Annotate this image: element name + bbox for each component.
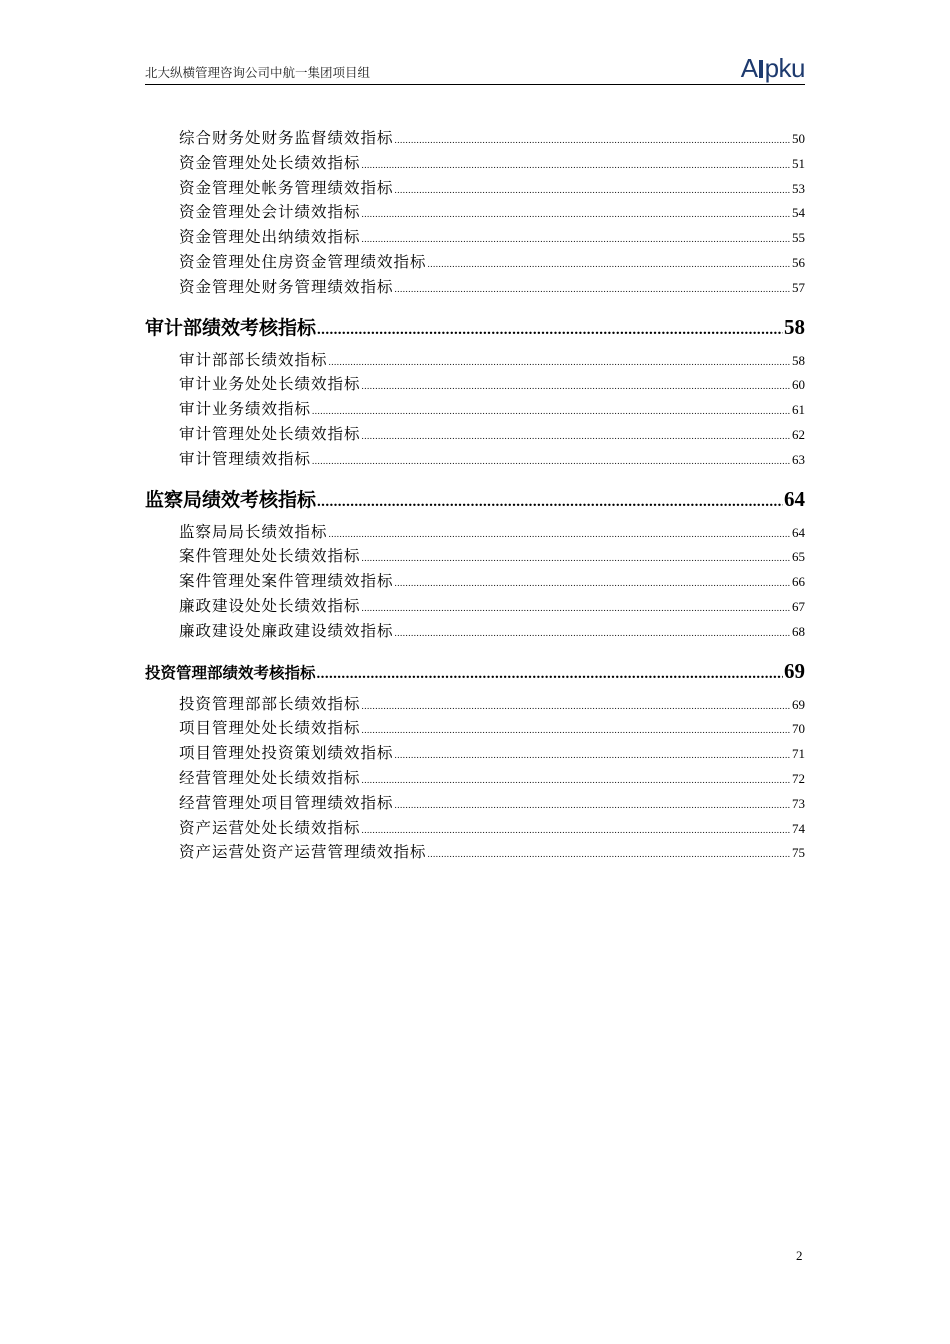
toc-entry-label: 综合财务处财务监督绩效指标 <box>179 129 394 147</box>
toc-entry-label: 案件管理处案件管理绩效指标 <box>179 572 394 591</box>
toc-entry[interactable] <box>145 840 805 865</box>
toc-entry-page: 56 <box>792 254 805 270</box>
dot-leader <box>362 544 791 571</box>
dot-leader <box>428 250 791 277</box>
toc-section-title: 审计部绩效考核指标 <box>145 316 317 339</box>
toc-entry-page: 67 <box>792 598 805 614</box>
toc-entry-page: 61 <box>792 402 805 418</box>
toc-entry-label: 廉政建设处处长绩效指标 <box>179 596 361 615</box>
toc-entry-page: 69 <box>792 696 805 712</box>
toc-entry-label: 资金管理处处长绩效指标 <box>179 153 361 172</box>
table-of-contents <box>145 126 805 865</box>
toc-entry-page: 74 <box>792 820 805 836</box>
toc-entry-page: 58 <box>792 352 805 368</box>
toc-entry-label: 审计业务处处长绩效指标 <box>179 375 361 394</box>
toc-entry-page: 75 <box>792 845 805 861</box>
toc-entry[interactable] <box>145 348 805 373</box>
toc-entry-label: 监察局局长绩效指标 <box>179 522 328 541</box>
logo-text-left: A <box>740 53 758 83</box>
dot-leader <box>395 619 791 646</box>
logo-text-right: pku <box>764 53 805 83</box>
dot-leader <box>395 275 791 302</box>
logo-bar <box>759 60 763 78</box>
toc-entry[interactable] <box>145 619 805 644</box>
toc-entry-page: 73 <box>792 795 805 811</box>
dot-leader <box>395 741 791 768</box>
toc-entry-page: 64 <box>792 524 805 540</box>
toc-entry-label: 审计管理绩效指标 <box>179 449 312 468</box>
toc-entry-page: 71 <box>792 746 805 762</box>
toc-entry[interactable] <box>145 126 805 151</box>
dot-leader <box>362 225 791 252</box>
dot-leader <box>362 816 791 843</box>
toc-entry[interactable] <box>145 176 805 201</box>
toc-entry[interactable] <box>145 250 805 275</box>
toc-entry-label: 审计部部长绩效指标 <box>179 350 328 369</box>
page-header <box>145 52 805 85</box>
company-logo <box>741 55 805 81</box>
dot-leader <box>362 151 791 178</box>
toc-entry-page: 65 <box>792 549 805 565</box>
dot-leader <box>395 791 791 818</box>
dot-leader <box>317 487 783 515</box>
toc-entry[interactable] <box>145 741 805 766</box>
dot-leader <box>395 569 791 596</box>
toc-entry[interactable] <box>145 569 805 594</box>
toc-entry-page: 60 <box>792 377 805 393</box>
toc-section-heading[interactable] <box>145 486 805 512</box>
dot-leader <box>317 315 783 343</box>
toc-entry[interactable] <box>145 520 805 545</box>
toc-entry-page: 68 <box>792 623 805 639</box>
toc-entry-label: 资金管理处住房资金管理绩效指标 <box>179 252 427 271</box>
toc-entry-page: 53 <box>792 180 805 196</box>
toc-entry-label: 经营管理处处长绩效指标 <box>179 768 361 787</box>
toc-section-page: 64 <box>784 486 805 511</box>
toc-entry-label: 投资管理部部长绩效指标 <box>179 694 361 713</box>
toc-entry-label: 资金管理处财务管理绩效指标 <box>179 277 394 296</box>
toc-entry-page: 50 <box>792 131 805 146</box>
toc-entry-page: 62 <box>792 426 805 442</box>
toc-entry-label: 资产运营处处长绩效指标 <box>179 818 361 837</box>
toc-entry[interactable] <box>145 275 805 300</box>
dot-leader <box>312 447 791 474</box>
toc-entry-label: 审计业务绩效指标 <box>179 400 312 419</box>
page-number: 2 <box>796 1248 803 1263</box>
toc-entry-label: 资金管理处出纳绩效指标 <box>179 228 361 247</box>
toc-section-page: 69 <box>784 658 805 683</box>
toc-entry-label: 项目管理处投资策划绩效指标 <box>179 744 394 763</box>
toc-entry-label: 资金管理处会计绩效指标 <box>179 203 361 222</box>
toc-entry[interactable] <box>145 447 805 472</box>
toc-entry-page: 66 <box>792 574 805 590</box>
toc-entry-label: 项目管理处处长绩效指标 <box>179 719 361 738</box>
toc-entry[interactable] <box>145 692 805 717</box>
dot-leader <box>395 126 791 153</box>
dot-leader <box>362 422 791 449</box>
toc-section-page: 58 <box>784 314 805 339</box>
toc-entry[interactable] <box>145 225 805 250</box>
toc-entry[interactable] <box>145 816 805 841</box>
toc-entry-label: 廉政建设处廉政建设绩效指标 <box>179 621 394 640</box>
toc-entry[interactable] <box>145 594 805 619</box>
toc-entry[interactable] <box>145 151 805 176</box>
toc-section-heading[interactable] <box>145 314 805 340</box>
toc-section-title: 投资管理部绩效考核指标 <box>145 663 316 682</box>
dot-leader <box>329 348 791 375</box>
dot-leader <box>317 660 783 687</box>
toc-entry-page: 70 <box>792 721 805 737</box>
toc-entry[interactable] <box>145 544 805 569</box>
dot-leader <box>395 176 791 203</box>
toc-entry[interactable] <box>145 791 805 816</box>
toc-section-title: 监察局绩效考核指标 <box>145 488 317 511</box>
toc-section-heading[interactable] <box>145 658 805 684</box>
toc-entry[interactable] <box>145 766 805 791</box>
header-title: 北大纵横管理咨询公司中航一集团项目组 <box>145 65 371 80</box>
toc-entry[interactable] <box>145 716 805 741</box>
dot-leader <box>362 716 791 743</box>
toc-entry-page: 54 <box>792 205 805 221</box>
toc-entry-page: 63 <box>792 451 805 467</box>
toc-entry-label: 资金管理处帐务管理绩效指标 <box>179 178 394 197</box>
dot-leader <box>329 520 791 547</box>
dot-leader <box>362 200 791 227</box>
toc-entry[interactable] <box>145 422 805 447</box>
dot-leader <box>362 372 791 399</box>
toc-entry-page: 51 <box>792 155 805 171</box>
toc-entry-label: 案件管理处处长绩效指标 <box>179 547 361 566</box>
toc-entry[interactable] <box>145 397 805 422</box>
dot-leader <box>362 594 791 621</box>
toc-entry[interactable] <box>145 200 805 225</box>
toc-entry-page: 57 <box>792 279 805 295</box>
dot-leader <box>362 766 791 793</box>
toc-entry-page: 72 <box>792 770 805 786</box>
toc-entry-label: 资产运营处资产运营管理绩效指标 <box>179 843 427 862</box>
toc-entry[interactable] <box>145 372 805 397</box>
dot-leader <box>428 840 791 867</box>
toc-entry-page: 55 <box>792 230 805 246</box>
dot-leader <box>312 397 791 424</box>
dot-leader <box>362 692 791 719</box>
toc-entry-label: 经营管理处项目管理绩效指标 <box>179 793 394 812</box>
toc-entry-label: 审计管理处处长绩效指标 <box>179 424 361 443</box>
